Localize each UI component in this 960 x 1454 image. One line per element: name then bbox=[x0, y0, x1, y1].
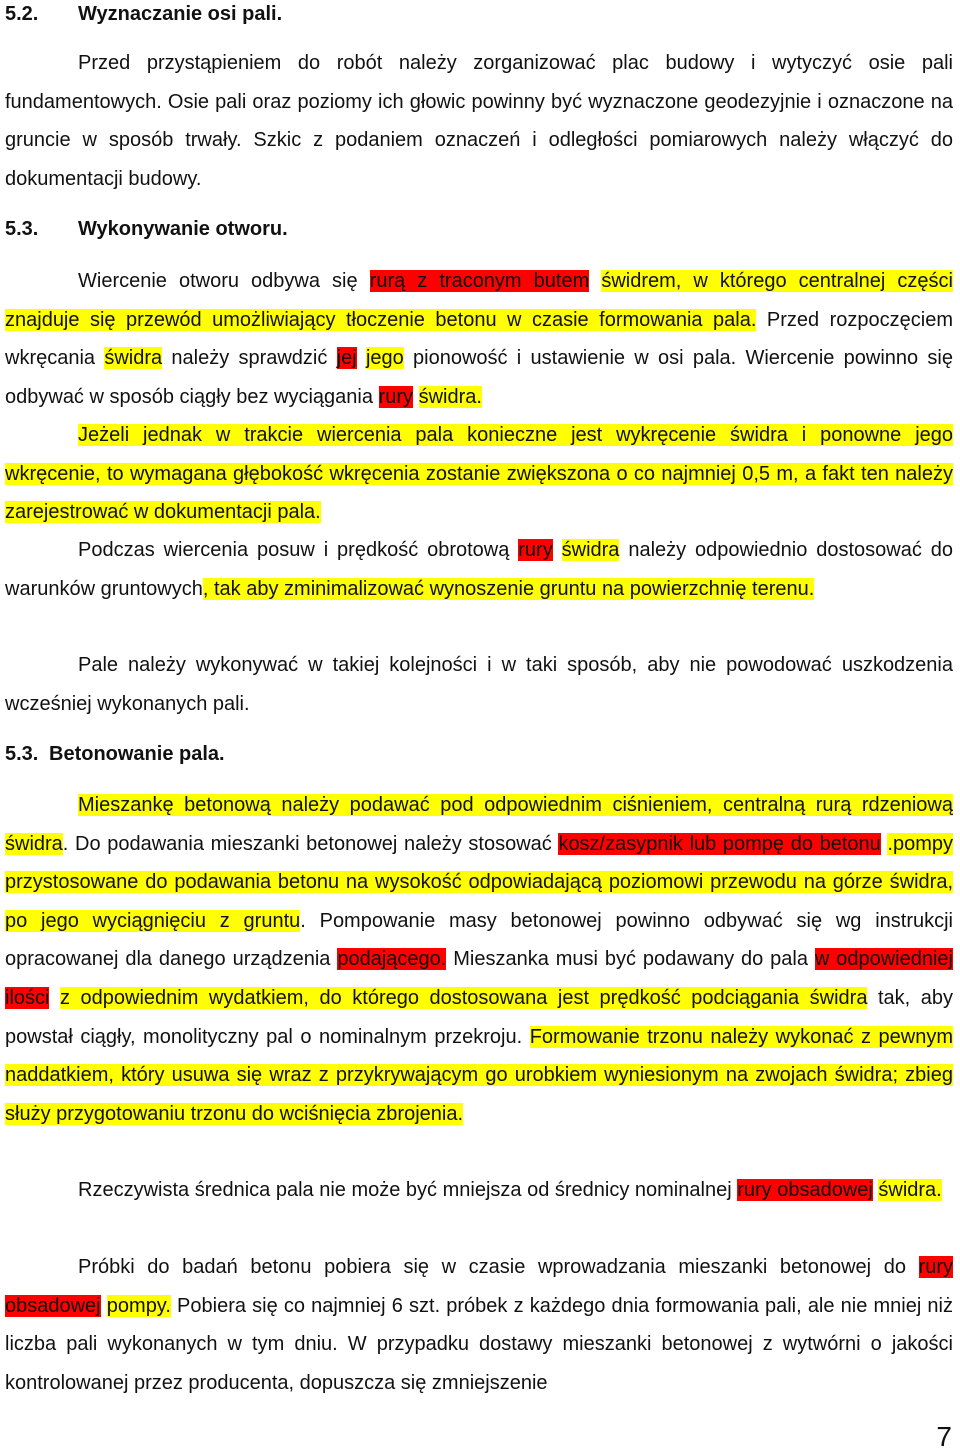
text-run bbox=[553, 539, 562, 561]
text-run bbox=[101, 1295, 107, 1317]
yellow-highlight: Formowanie trzonu należy wykonać z pewnym naddatkiem, który usuwa się wraz z przykrywającym go urobkiem wyniesionym na zwojach świdra; zbieg służy przygotowaniu trzonu do wciśnięcia zbrojenia. bbox=[5, 1025, 953, 1125]
yellow-highlight: pompy. bbox=[106, 1294, 171, 1317]
heading-5-3-betonowanie bbox=[5, 740, 225, 768]
heading-title: Wyznaczanie osi pali. bbox=[78, 3, 283, 25]
heading-number: 5.3. bbox=[5, 218, 39, 240]
paragraph-6 bbox=[5, 786, 953, 1133]
paragraph-7 bbox=[5, 1171, 953, 1210]
yellow-highlight: jego bbox=[365, 347, 404, 370]
yellow-highlight: Jeżeli jednak w trakcie wiercenia pala konieczne jest wykręcenie świdra i ponowne jego wkręcenie, to wymagana głębokość wkręcenia zostanie zwiększona o co najmniej 0,5 m, a fakt ten należy zarejestrować w dokumentacji pala. bbox=[5, 424, 953, 524]
red-highlight: rury bbox=[378, 385, 413, 408]
text-run: . Pompowanie masy betonowej powinno odbywać się wg instrukcji opracowanej dla danego urządzenia bbox=[5, 909, 953, 971]
text-run: tak, aby powstał ciągły, monolityczny pal o nominalnym przekroju. bbox=[5, 986, 953, 1048]
paragraph-1: Przed przystąpieniem do robót należy zorganizować plac budowy i wytyczyć osie pali fundamentowych. Osie pali oraz poziomy ich głowic powinny być wyznaczone geodezyjnie i oznaczone na gruncie w sposób trwały. Szkic z podaniem oznaczeń i odległości pomiarowych należy włączyć do dokumentacji budowy. bbox=[5, 52, 953, 190]
yellow-highlight: świdra. bbox=[878, 1179, 942, 1201]
text-run: należy sprawdzić bbox=[162, 347, 337, 370]
text-run: Wiercenie otworu odbywa się bbox=[78, 270, 370, 292]
text-run bbox=[49, 987, 60, 1009]
red-highlight: w odpowiedniej ilości bbox=[5, 948, 953, 1009]
red-highlight: jej bbox=[336, 347, 357, 370]
yellow-highlight: świdra. bbox=[418, 385, 482, 408]
page-number: 7 bbox=[936, 1421, 952, 1452]
text-run: pionowość i ustawienie w osi pala. Wiercenie powinno się odbywać w sposób ciągły bez wyciągania bbox=[5, 347, 953, 408]
yellow-highlight: świdra bbox=[561, 539, 620, 561]
red-highlight: podającego. bbox=[337, 948, 447, 971]
yellow-highlight: z odpowiednim wydatkiem, do którego dostosowana jest prędkość podciągania świdra bbox=[60, 986, 868, 1009]
red-highlight: rury obsadowej bbox=[5, 1256, 953, 1317]
heading-title: Wykonywanie otworu. bbox=[78, 218, 288, 240]
paragraph-3 bbox=[5, 416, 953, 532]
yellow-highlight: świdra bbox=[104, 347, 163, 370]
text-run bbox=[357, 347, 366, 369]
red-highlight: rury bbox=[518, 539, 553, 561]
text-run: należy odpowiednio dostosować do warunków gruntowych bbox=[5, 539, 954, 600]
yellow-highlight: .pompy przystosowane do podawania betonu na wysokość odpowiadającą poziomowi przewodu na górze świdra, po jego wyciągnięciu z gruntu bbox=[5, 832, 954, 932]
paragraph-2 bbox=[5, 262, 953, 416]
red-highlight: rury obsadowej bbox=[737, 1179, 873, 1201]
text-run bbox=[589, 270, 601, 292]
heading-number: 5.2. bbox=[5, 3, 39, 25]
yellow-highlight: Mieszankę betonową należy podawać pod odpowiednim ciśnieniem, centralną rurą rdzeniową świdra bbox=[5, 794, 953, 855]
red-highlight: rurą z traconym butem bbox=[369, 270, 590, 292]
paragraph-5: Pale należy wykonywać w takiej kolejności i w taki sposób, aby nie powodować uszkodzenia wcześniej wykonanych pali. bbox=[5, 654, 953, 715]
text-run: . Do podawania mieszanki betonowej należy stosować bbox=[62, 832, 559, 855]
text-run: Pobiera się co najmniej 6 szt. próbek z każdego dnia formowania pali, ale nie mniej niż liczba pali wykonanych w tym dniu. W przypadku dostawy mieszanki betonowej z wytwórni o jakości kontrolowanej przez producenta, dopuszcza się zmniejszenie bbox=[5, 1294, 953, 1394]
heading-number: 5.3. bbox=[5, 743, 39, 765]
yellow-highlight: , tak aby zminimalizować wynoszenie gruntu na powierzchnię terenu. bbox=[202, 577, 815, 600]
paragraph-4 bbox=[5, 531, 953, 608]
heading-5-2 bbox=[5, 0, 282, 28]
yellow-highlight: świdrem, w którego centralnej części znajduje się przewód umożliwiający tłoczenie betonu w czasie formowania pala. bbox=[5, 270, 953, 331]
text-run: Podczas wiercenia posuw i prędkość obrotową bbox=[78, 539, 519, 561]
red-highlight: kosz/zasypnik lub pompę do betonu bbox=[558, 832, 881, 855]
text-run: Mieszanka musi być podawany do pala bbox=[446, 948, 815, 971]
text-run: Przed rozpoczęciem wkręcania bbox=[5, 308, 954, 370]
text-run: Rzeczywista średnica pala nie może być mniejsza od średnicy nominalnej bbox=[78, 1179, 738, 1201]
heading-title: Betonowanie pala. bbox=[49, 743, 225, 765]
heading-5-3-otwor bbox=[5, 215, 288, 243]
paragraph-8 bbox=[5, 1248, 953, 1402]
text-run bbox=[413, 386, 419, 408]
text-run: Próbki do badań betonu pobiera się w czasie wprowadzania mieszanki betonowej do bbox=[78, 1256, 919, 1278]
